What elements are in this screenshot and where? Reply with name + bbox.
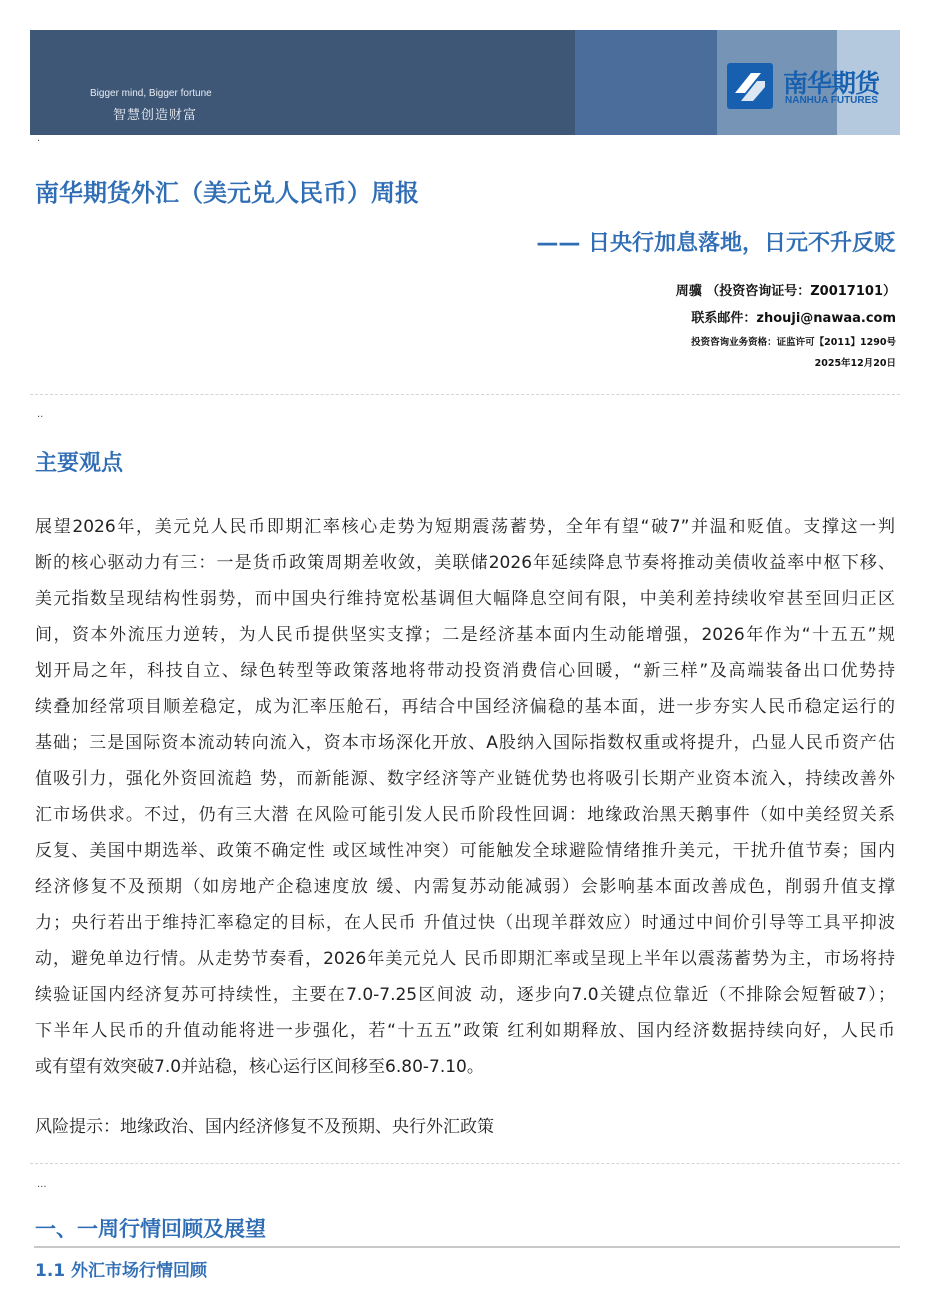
body-line: 续叠加经常项目顺差稳定，成为汇率压舱石，再结合中国经济偏稳的基本面，进一步夯实人民币稳定运行的 — [35, 697, 895, 717]
section-heading: 一、一周行情回顾及展望 — [35, 1217, 266, 1241]
body-line: 美元指数呈现结构性弱势，而中国央行维持宽松基调但大幅降息空间有限，中美利差持续收窄甚至回归正区 — [35, 589, 895, 609]
nanhua-logo-icon — [727, 63, 773, 109]
slogan-en: Bigger mind, Bigger fortune — [90, 88, 212, 99]
body-line: 续验证国内经济复苏可持续性，主要在7.0-7.25区间波 动，逐步向7.0关键点位靠近（不排除会短暂破7）； — [35, 985, 895, 1005]
body-line: 反复、美国中期选举、政策不确定性 或区域性冲突）可能触发全球避险情绪推升美元，干扰升值节奏；国内 — [35, 841, 895, 861]
key-points-body — [35, 512, 895, 1088]
report-subtitle: —— 日央行加息落地，日元不升反贬 — [536, 231, 896, 256]
email: 联系邮件：zhouji@nawaa.com — [691, 311, 896, 326]
body-line: 间，资本外流压力逆转，为人民币提供坚实支撑；二是经济基本面内生动能增强，2026年作为“十五五”规 — [35, 625, 895, 645]
section-rule — [34, 1246, 900, 1248]
logo-text-en: NANHUA FUTURES — [785, 95, 878, 106]
body-line: 经济修复不及预期（如房地产企稳速度放 缓、内需复苏动能减弱）会影响基本面改善成色，削弱升值支撑 — [35, 877, 895, 897]
header-banner — [30, 30, 900, 135]
body-line: 汇市场供求。不过，仍有三大潜 在风险可能引发人民币阶段性回调：地缘政治黑天鹅事件（如中美经贸关系 — [35, 805, 895, 825]
body-line: 划开局之年，科技自立、绿色转型等政策落地将带动投资消费信心回暖，“新三样”及高端装备出口优势持 — [35, 661, 895, 681]
body-line: 动，避免单边行情。从走势节奏看，2026年美元兑人 民币即期汇率或呈现上半年以震荡蓄势为主，市场将持 — [35, 949, 895, 969]
body-line: 基础；三是国际资本流动转向流入，资本市场深化开放、A股纳入国际指数权重或将提升，凸显人民币资产估 — [35, 733, 895, 753]
marker: ... — [37, 1179, 47, 1190]
key-points-heading: 主要观点 — [35, 451, 124, 476]
body-line: 断的核心驱动力有三：一是货币政策周期差收敛，美联储2026年延续降息节奏将推动美债收益率中枢下移、 — [35, 553, 895, 573]
subsection-heading: 1.1 外汇市场行情回顾 — [35, 1261, 208, 1281]
body-line: 下半年人民币的升值动能将进一步强化，若“十五五”政策 红利如期释放、国内经济数据持续向好，人民币 — [35, 1021, 895, 1041]
body-line: 值吸引力，强化外资回流趋 势，而新能源、数字经济等产业链优势也将吸引长期产业资本流入，持续改善外 — [35, 769, 895, 789]
author: 周骥 （投资咨询证号：Z0017101） — [675, 284, 896, 299]
report-title: 南华期货外汇（美元兑人民币）周报 — [35, 179, 419, 207]
divider — [30, 394, 900, 395]
marker: .. — [37, 409, 44, 420]
marker: · — [37, 136, 41, 147]
body-line: 或有望有效突破7.0并站稳，核心运行区间移至6.80-7.10。 — [35, 1057, 484, 1077]
report-date: 2025年12月20日 — [814, 358, 896, 369]
logo-text-cn: 南华期货 — [783, 69, 880, 98]
slogan-cn: 智慧创造财富 — [113, 108, 198, 123]
body-line: 展望2026年，美元兑人民币即期汇率核心走势为短期震荡蓄势，全年有望“破7”并温和贬值。支撑这一判 — [35, 517, 895, 537]
license: 投资咨询业务资格：证监许可【2011】1290号 — [691, 337, 896, 348]
body-line: 力；央行若出于维持汇率稳定的目标，在人民币 升值过快（出现羊群效应）时通过中间价引导等工具平抑波 — [35, 913, 895, 933]
risk-note: 风险提示：地缘政治、国内经济修复不及预期、央行外汇政策 — [35, 1117, 494, 1137]
divider — [30, 1163, 900, 1164]
